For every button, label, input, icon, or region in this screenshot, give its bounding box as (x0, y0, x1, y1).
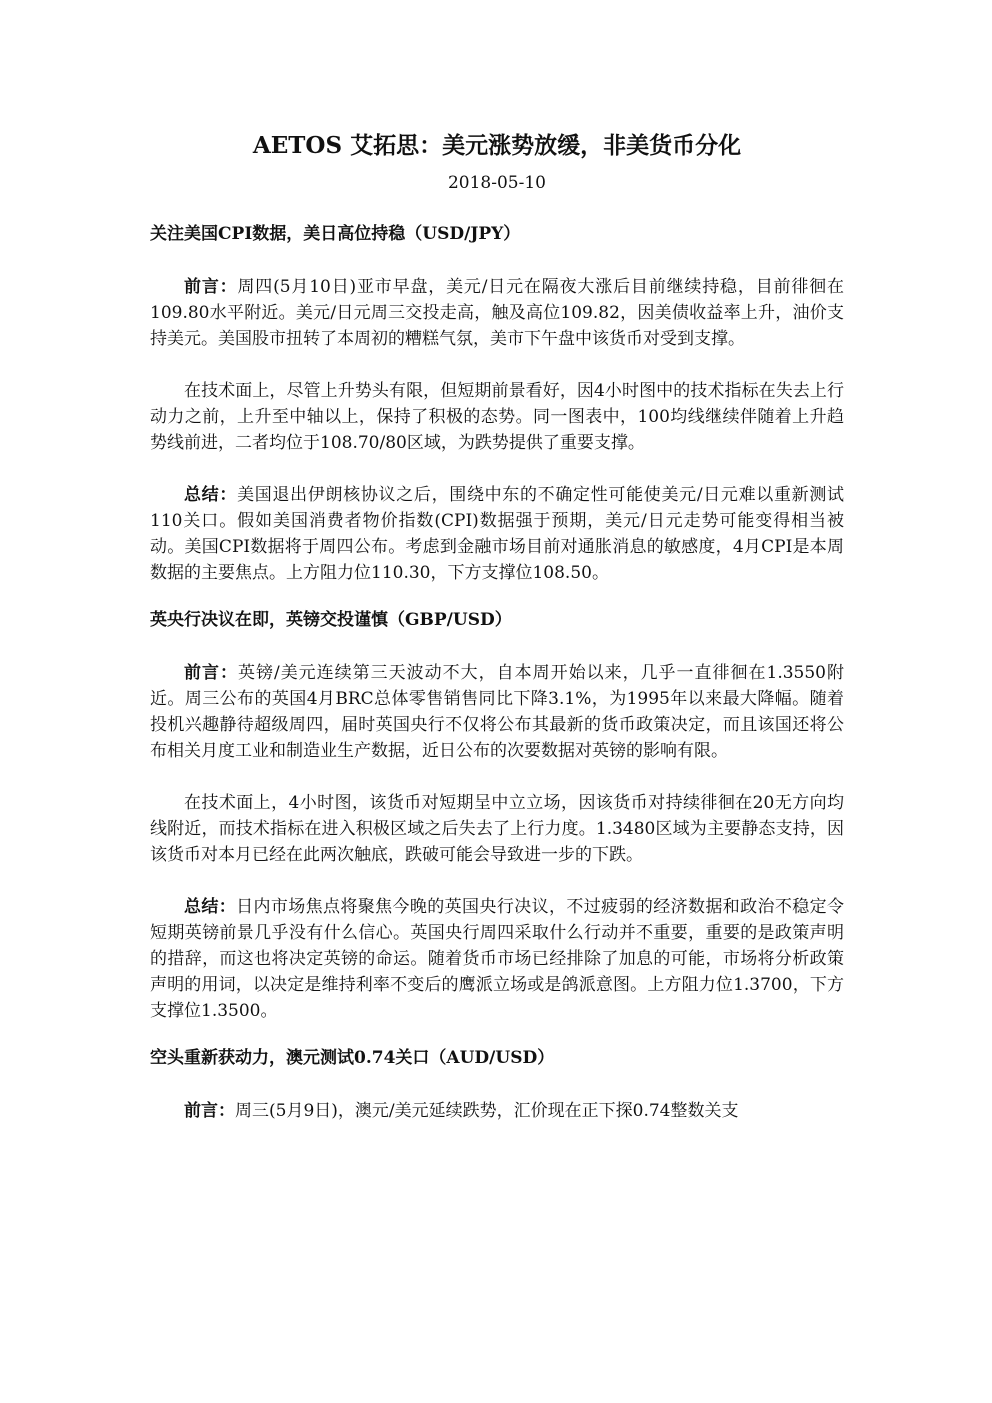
section-heading: 关注美国CPI数据，美日高位持稳（USD/JPY） (150, 224, 521, 244)
paragraph-text: 在技术面上，尽管上升势头有限，但短期前景看好，因4小时图中的技术指标在失去上行动力之前，上升至中轴以上，保持了积极的态势。同一图表中，100均线继续伴随着上升趋势线前进，二者均位于108.70/80区域，为跌势提供了重要支撑。 (150, 381, 844, 453)
paragraph-lead: 总结： (184, 485, 238, 505)
spacer (150, 634, 844, 660)
spacer (150, 868, 844, 894)
paragraph-text: 美国退出伊朗核协议之后，围绕中东的不确定性可能使美元/日元难以重新测试110关口。假如美国消费者物价指数(CPI)数据强于预期，美元/日元走势可能变得相当被动。美国CPI数据将于周四公布。考虑到金融市场目前对通胀消息的敏感度，4月CPI是本周数据的主要焦点。上方阻力位110.30，下方支撑位108.50。 (150, 485, 845, 583)
spacer (150, 586, 844, 606)
paragraph-lead: 前言： (184, 1101, 235, 1121)
paragraph-text: 英镑/美元连续第三天波动不大，自本周开始以来，几乎一直徘徊在1.3550附近。周三公布的英国4月BRC总体零售销售同比下降3.1%，为1995年以来最大降幅。随着投机兴趣静待超级周四，届时英国央行不仅将公布其最新的货币政策决定，而且该国还将公布相关月度工业和制造业生产数据，近日公布的次要数据对英镑的影响有限。 (150, 663, 844, 761)
spacer (150, 196, 844, 220)
section-gbpusd (150, 606, 844, 1024)
spacer (150, 1024, 844, 1044)
paragraph-lead: 前言： (184, 277, 238, 297)
paragraph-technical (150, 378, 844, 456)
paragraph-text: 在技术面上，4小时图，该货币对短期呈中立立场，因该货币对持续徘徊在20无方向均线附近，而技术指标在进入积极区域之后失去了上行力度。1.3480区域为主要静态支持，因该货币对本月已经在此两次触底，跌破可能会导致进一步的下跌。 (150, 793, 844, 865)
spacer (150, 1072, 844, 1098)
document-page (150, 128, 844, 1124)
paragraph-preface (150, 660, 844, 764)
section-audusd (150, 1044, 844, 1124)
paragraph-preface (150, 274, 844, 352)
section-usdjpy (150, 220, 844, 586)
spacer (150, 764, 844, 790)
paragraph-preface (150, 1098, 844, 1124)
spacer (150, 248, 844, 274)
section-heading: 英央行决议在即，英镑交投谨慎（GBP/USD） (150, 610, 512, 630)
paragraph-summary (150, 482, 844, 586)
paragraph-lead: 前言： (184, 663, 238, 683)
paragraph-technical (150, 790, 844, 868)
paragraph-text: 日内市场焦点将聚焦今晚的英国央行决议，不过疲弱的经济数据和政治不稳定令短期英镑前景几乎没有什么信心。英国央行周四采取什么行动并不重要，重要的是政策声明的措辞，而这也将决定英镑的命运。随着货币市场已经排除了加息的可能，市场将分析政策声明的用词，以决定是维持利率不变后的鹰派立场或是鸽派意图。上方阻力位1.3700，下方支撑位1.3500。 (150, 897, 845, 1021)
spacer (150, 456, 844, 482)
paragraph-lead: 总结： (184, 897, 237, 917)
paragraph-summary (150, 894, 844, 1024)
paragraph-text: 周三(5月9日)，澳元/美元延续跌势，汇价现在正下探0.74整数关支 (235, 1101, 739, 1121)
document-date: 2018-05-10 (447, 173, 546, 193)
spacer (150, 352, 844, 378)
document-title: AETOS 艾拓思：美元涨势放缓，非美货币分化 (252, 132, 742, 159)
section-heading: 空头重新获动力，澳元测试0.74关口（AUD/USD） (150, 1048, 555, 1068)
paragraph-text: 周四(5月10日)亚市早盘，美元/日元在隔夜大涨后目前继续持稳，目前徘徊在109.80水平附近。美元/日元周三交投走高，触及高位109.82，因美债收益率上升，油价支持美元。美国股市扭转了本周初的糟糕气氛，美市下午盘中该货币对受到支撑。 (150, 277, 844, 349)
